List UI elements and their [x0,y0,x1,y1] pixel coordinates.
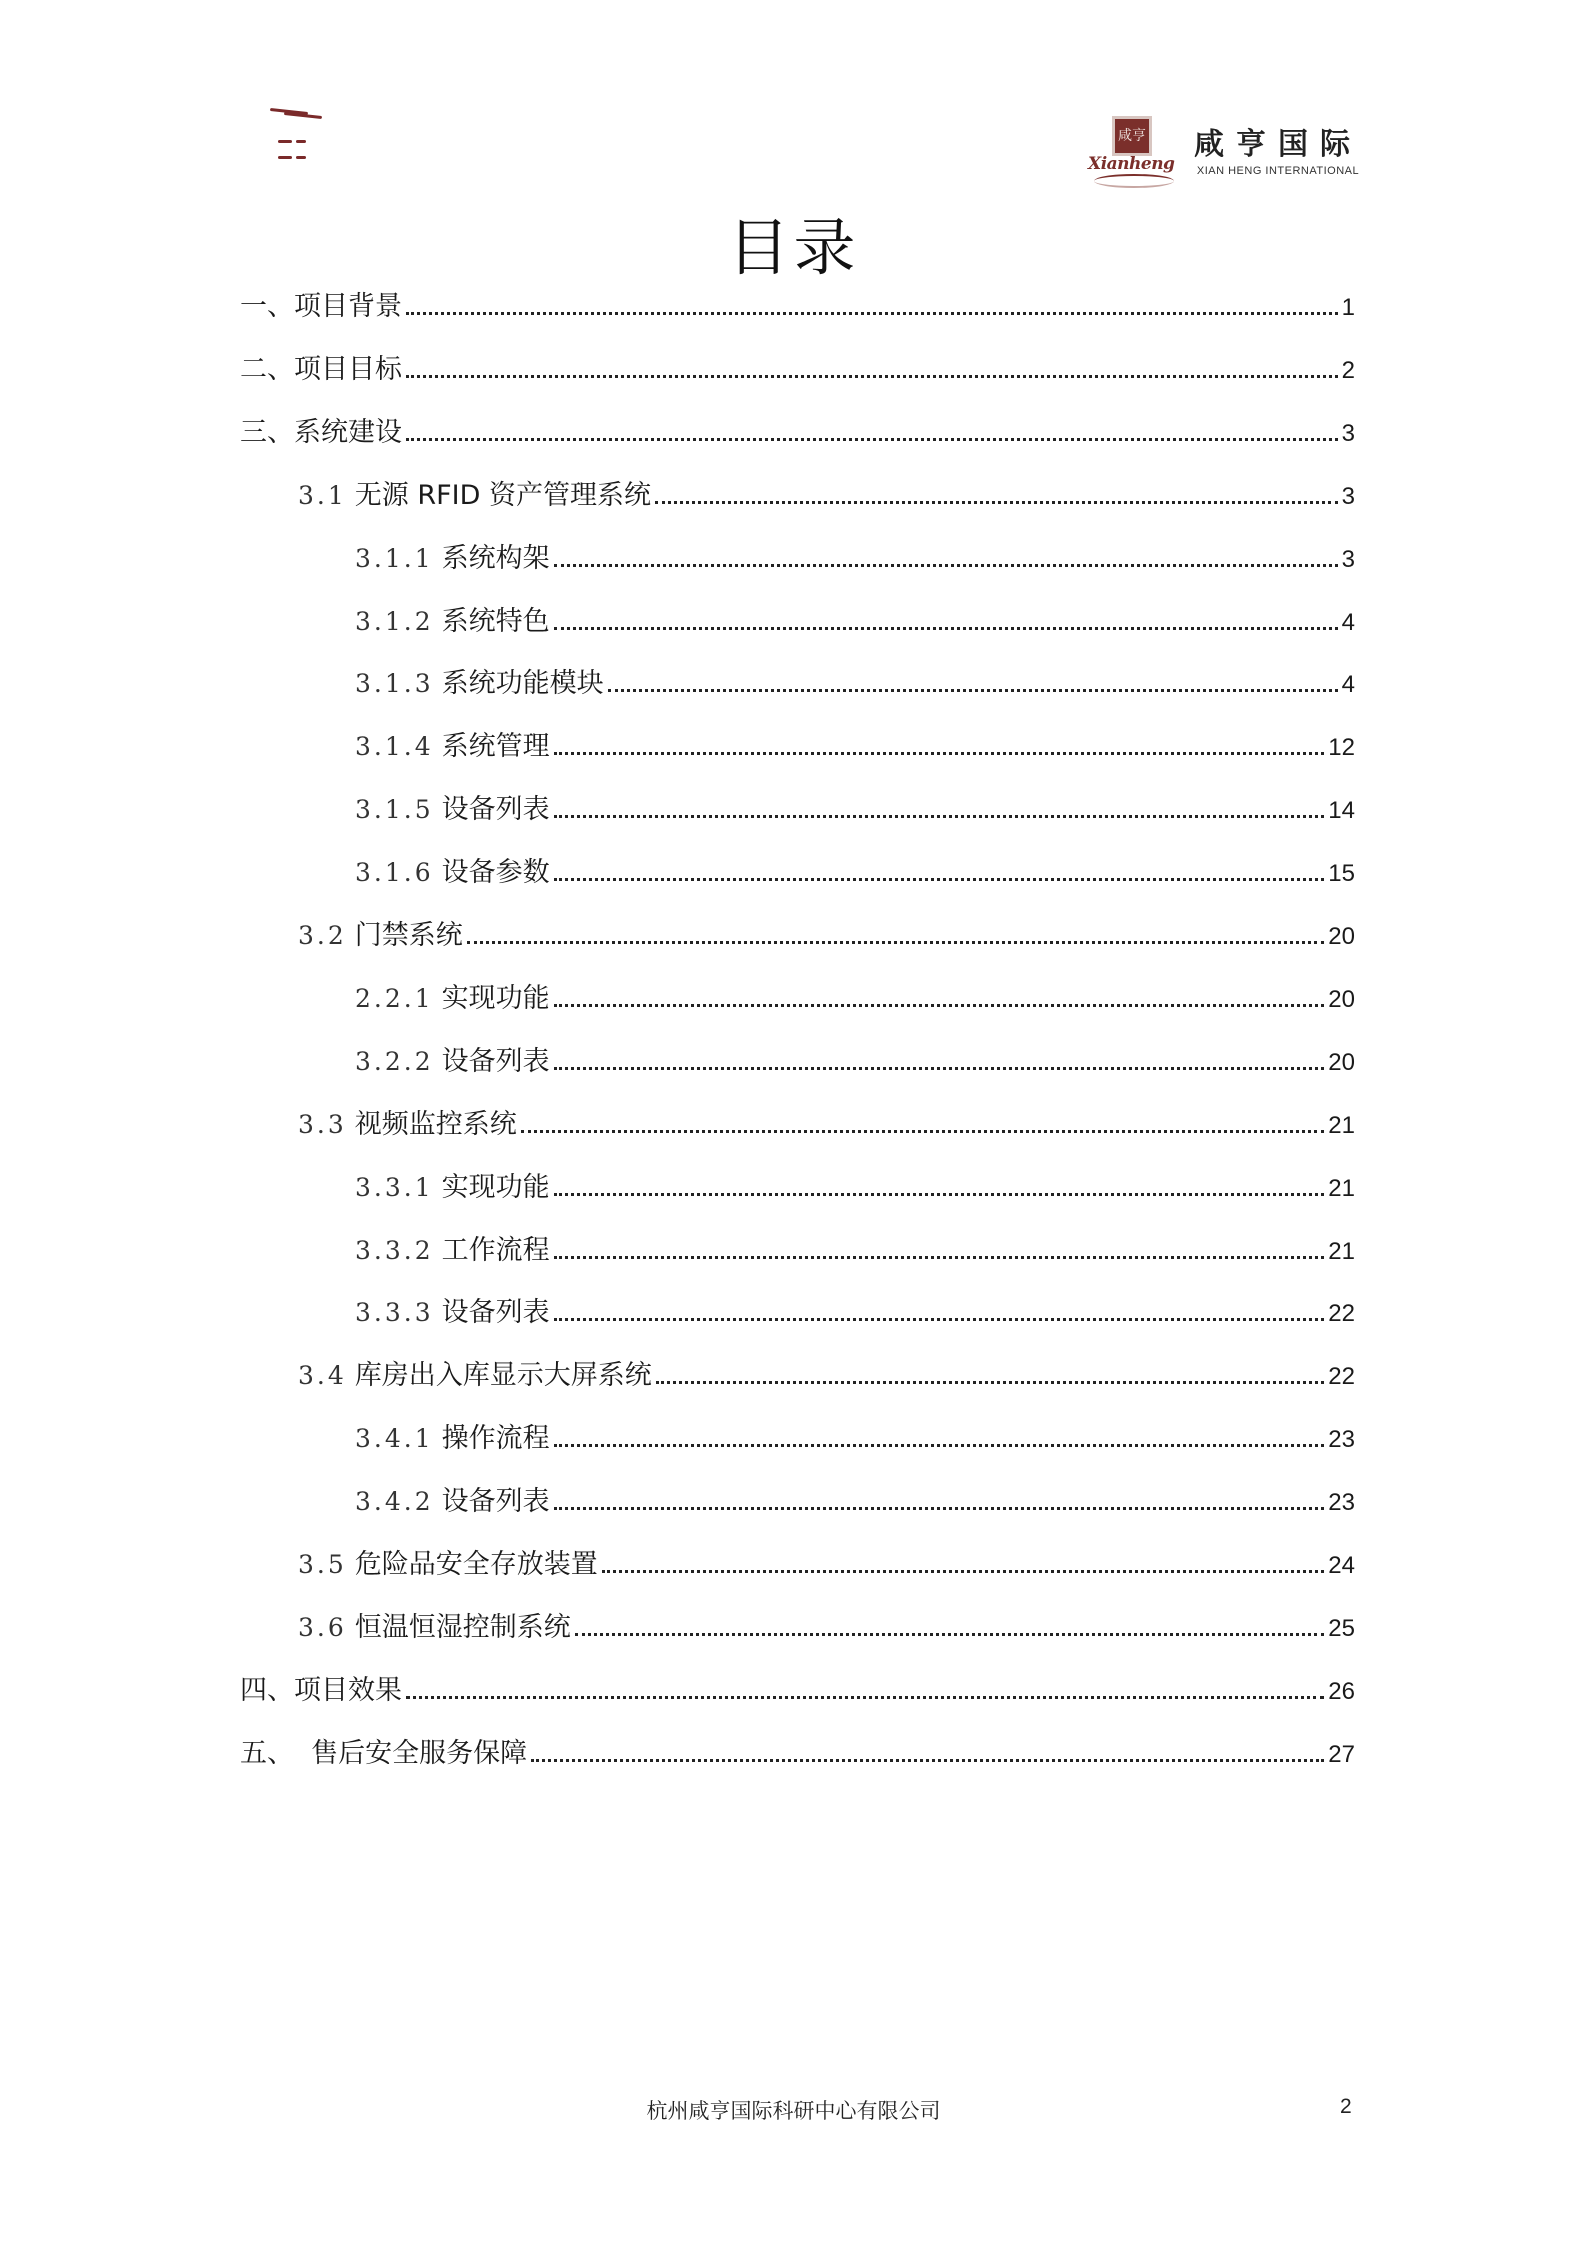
page-title: 目录 [727,211,860,284]
toc-entry-number: 3.1.5 [355,795,434,824]
toc-entry[interactable] [298,1359,1355,1393]
toc-entry[interactable] [298,1548,1355,1582]
toc-leader-dots [406,375,1338,378]
toc-entry[interactable] [355,542,1355,576]
toc-entry-label: 无源 RFID 资产管理系统 [354,480,651,511]
footer-page-number: 2 [1340,2095,1352,2118]
toc-entry-label: 视频监控系统 [354,1109,517,1140]
toc-entry[interactable] [355,1296,1355,1330]
toc-entry[interactable] [298,1611,1355,1645]
toc-entry-label: 五、 售后安全服务保障 [240,1738,528,1769]
toc-entry-label: 工作流程 [441,1235,550,1266]
header-decoration-mark [268,108,328,164]
toc-leader-dots [554,1067,1325,1070]
toc-entry[interactable] [240,416,1355,450]
toc-entry-number: 3.1.1 [355,544,434,573]
toc-entry-label: 系统特色 [441,606,550,637]
toc-entry-number: 3.1.4 [355,732,434,761]
toc-entry[interactable] [240,1674,1355,1708]
toc-entry-number: 3.6 [298,1613,347,1642]
toc-entry-page: 3 [1341,546,1355,573]
toc-entry-page: 3 [1341,420,1355,447]
toc-leader-dots [554,564,1338,567]
toc-entry-label: 设备参数 [441,857,550,888]
toc-entry-number: 3.5 [298,1550,347,1579]
toc-entry[interactable] [355,1171,1355,1205]
toc-entry-page: 25 [1328,1615,1355,1642]
toc-leader-dots [521,1130,1325,1133]
toc-entry-number: 3.3 [298,1110,347,1139]
toc-leader-dots [467,941,1325,944]
toc-entry-number: 3.1.3 [355,669,434,698]
toc-entry[interactable] [355,1045,1355,1079]
toc-entry[interactable] [355,605,1355,639]
company-logo [1088,110,1362,186]
toc-entry-number: 3.3.3 [355,1298,434,1327]
toc-entry-label: 设备列表 [441,1046,550,1077]
toc-entry-number: 3.1.6 [355,858,434,887]
toc-entry-page: 20 [1328,1049,1355,1076]
logo-seal: 咸亨 [1112,116,1152,156]
toc-entry-label: 实现功能 [441,983,550,1014]
toc-entry[interactable] [298,1108,1355,1142]
toc-entry-page: 23 [1328,1426,1355,1453]
toc-entry-number: 3.3.2 [355,1236,434,1265]
toc-entry-number: 3.1 [298,481,347,510]
toc-leader-dots [554,815,1325,818]
logo-waves-icon [1094,174,1174,188]
toc-leader-dots [608,689,1338,692]
toc-entry-page: 2 [1341,357,1355,384]
toc-leader-dots [554,1318,1325,1321]
logo-chinese-name: 咸亨国际 [1194,127,1362,162]
toc-entry-label: 设备列表 [441,1486,550,1517]
toc-entry-number: 2.2.1 [355,984,434,1013]
toc-entry-page: 22 [1328,1300,1355,1327]
toc-entry[interactable] [355,667,1355,701]
toc-entry-number: 3.4.2 [355,1487,434,1516]
toc-leader-dots [406,312,1338,315]
toc-leader-dots [575,1633,1325,1636]
toc-entry-page: 15 [1328,860,1355,887]
toc-entry-page: 3 [1341,483,1355,510]
toc-entry-page: 26 [1328,1678,1355,1705]
toc-entry[interactable] [355,856,1355,890]
toc-entry[interactable] [240,1737,1355,1771]
toc-leader-dots [554,1004,1325,1007]
toc-entry-page: 24 [1328,1552,1355,1579]
toc-entry-number: 3.1.2 [355,607,434,636]
toc-leader-dots [406,1696,1324,1699]
toc-entry-label: 库房出入库显示大屏系统 [354,1360,652,1391]
toc-leader-dots [554,1256,1325,1259]
toc-entry-page: 4 [1341,671,1355,698]
toc-entry-page: 14 [1328,797,1355,824]
toc-entry-page: 4 [1341,609,1355,636]
toc-entry-page: 21 [1328,1175,1355,1202]
toc-entry[interactable] [355,1485,1355,1519]
toc-entry[interactable] [298,479,1355,513]
toc-entry-label: 系统构架 [441,543,550,574]
toc-leader-dots [554,878,1325,881]
toc-entry-label: 危险品安全存放装置 [354,1549,598,1580]
toc-entry[interactable] [355,730,1355,764]
toc-leader-dots [602,1570,1325,1573]
toc-entry-label: 设备列表 [441,794,550,825]
toc-entry-page: 21 [1328,1112,1355,1139]
toc-entry-page: 21 [1328,1238,1355,1265]
toc-entry-label: 门禁系统 [354,920,463,951]
toc-entry-label: 系统功能模块 [441,668,604,699]
logo-script-text: Xianheng [1088,154,1175,174]
toc-entry-label: 系统管理 [441,731,550,762]
toc-leader-dots [655,501,1338,504]
toc-entry-label: 恒温恒湿控制系统 [354,1612,571,1643]
logo-emblem-icon [1088,110,1180,186]
toc-entry[interactable] [240,353,1355,387]
toc-entry-label: 一、项目背景 [240,291,402,322]
toc-leader-dots [656,1381,1325,1384]
toc-leader-dots [554,752,1325,755]
toc-entry-label: 实现功能 [441,1172,550,1203]
toc-entry[interactable] [355,1234,1355,1268]
toc-entry-page: 20 [1328,923,1355,950]
logo-english-name: XIAN HENG INTERNATIONAL [1196,165,1360,177]
toc-entry[interactable] [355,982,1355,1016]
footer-company-name: 杭州咸亨国际科研中心有限公司 [646,2099,941,2123]
toc-entry-label: 二、项目目标 [240,354,402,385]
toc-entry-number: 3.3.1 [355,1173,434,1202]
toc-entry-page: 27 [1328,1741,1355,1768]
toc-entry[interactable] [240,290,1355,324]
toc-entry-page: 22 [1328,1363,1355,1390]
toc-entry-number: 3.2 [298,921,347,950]
toc-leader-dots [554,1507,1325,1510]
toc-leader-dots [531,1759,1324,1762]
toc-entry-page: 12 [1328,734,1355,761]
toc-entry-number: 3.4.1 [355,1424,434,1453]
toc-entry[interactable] [298,919,1355,953]
toc-entry-label: 操作流程 [441,1423,550,1454]
toc-entry-label: 四、项目效果 [240,1675,402,1706]
toc-leader-dots [554,1193,1325,1196]
toc-entry[interactable] [355,1422,1355,1456]
toc-entry-number: 3.4 [298,1361,347,1390]
toc-entry-label: 三、系统建设 [240,417,402,448]
toc-entry[interactable] [355,793,1355,827]
toc-entry-page: 20 [1328,986,1355,1013]
toc-leader-dots [554,627,1338,630]
toc-entry-page: 1 [1341,294,1355,321]
toc-entry-label: 设备列表 [441,1297,550,1328]
toc-entry-page: 23 [1328,1489,1355,1516]
toc-leader-dots [406,438,1338,441]
toc-leader-dots [554,1444,1325,1447]
toc-entry-number: 3.2.2 [355,1047,434,1076]
